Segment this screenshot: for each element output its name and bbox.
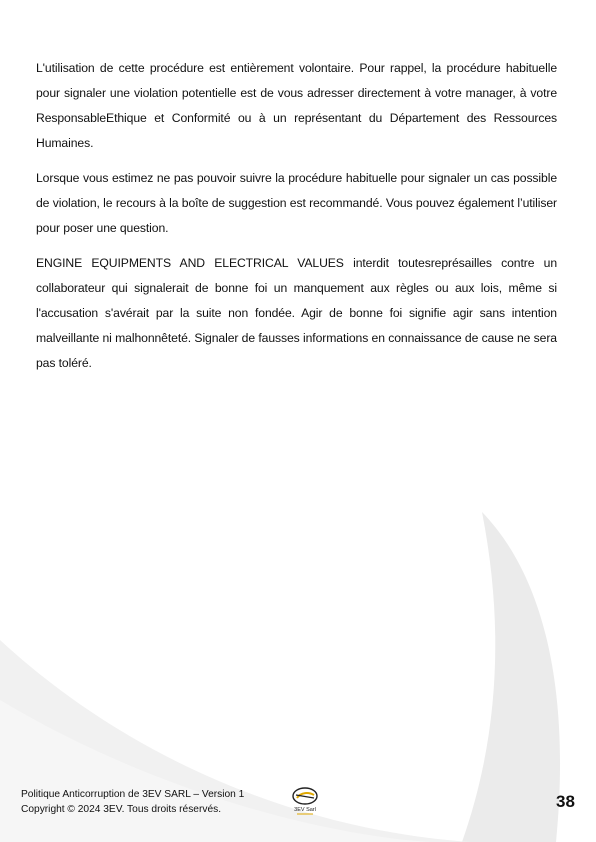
page-number: 38 — [556, 792, 575, 811]
logo-text: 3EV Sarl — [294, 807, 316, 813]
company-logo-icon — [288, 784, 322, 818]
footer-policy-title: Politique Anticorruption de 3EV SARL – Version 1 — [21, 789, 245, 800]
document-body — [36, 56, 557, 386]
paragraph-procedure: L'utilisation de cette procédure est entièrement volontaire. Pour rappel, la procédure habituelle pour signaler une violation potentielle est de vous adresser directement à votre manager, à votre ResponsableEthique et Conformité ou à un représentant du Département des Ressources Humaines. — [36, 61, 557, 150]
footer-copyright: Copyright © 2024 3EV. Tous droits réservés. — [21, 804, 222, 815]
paragraph-no-retaliation: ENGINE EQUIPMENTS AND ELECTRICAL VALUES interdit toutesreprésailles contre un collaborateur qui signalerait de bonne foi un manquement aux règles ou aux lois, même si l'accusation s'avérait par la suite non fondée. Agir de bonne foi signifie agir sans intention malveillante ni malhonnêteté. Signaler de fausses informations en connaissance de cause ne sera pas toléré. — [36, 256, 557, 370]
paragraph-suggestion-box: Lorsque vous estimez ne pas pouvoir suivre la procédure habituelle pour signaler un cas possible de violation, le recours à la boîte de suggestion est recommandé. Vous pouvez également l’utiliser pour poser une question. — [36, 171, 557, 235]
footer — [21, 787, 244, 817]
